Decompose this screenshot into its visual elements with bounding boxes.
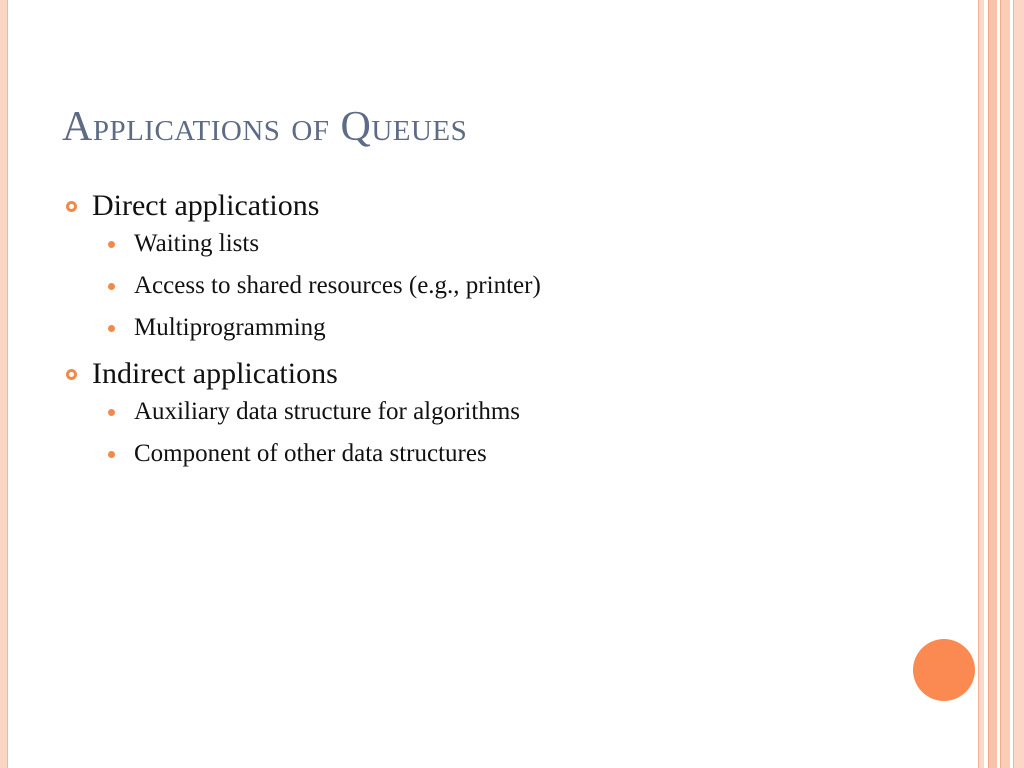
- level1-bullet-item: [64, 354, 944, 394]
- left-border-stripe: [0, 0, 8, 768]
- dot-bullet-icon: [108, 283, 115, 290]
- level1-bullet-text: Direct applications: [92, 189, 320, 222]
- slide-title: Applications of Queues: [62, 104, 468, 150]
- level2-bullet-item: [64, 270, 944, 302]
- sub-bullet-list: [64, 396, 944, 470]
- bullet-section-direct: [64, 186, 944, 344]
- level2-bullet-text: Multiprogramming: [134, 314, 326, 341]
- level2-bullet-item: [64, 312, 944, 344]
- ring-bullet-icon: [66, 201, 77, 212]
- level1-bullet-text: Indirect applications: [92, 357, 338, 390]
- level2-bullet-item: [64, 396, 944, 428]
- sub-bullet-list: [64, 228, 944, 344]
- dot-bullet-icon: [108, 325, 115, 332]
- decorative-circle: [913, 639, 975, 701]
- right-decor-stripe: [1000, 0, 1010, 768]
- right-decor-stripe: [988, 0, 997, 768]
- dot-bullet-icon: [108, 241, 115, 248]
- level2-bullet-text: Access to shared resources (e.g., printer): [134, 272, 541, 299]
- level2-bullet-text: Waiting lists: [134, 230, 260, 257]
- dot-bullet-icon: [108, 451, 115, 458]
- bullet-section-indirect: [64, 354, 944, 470]
- level1-bullet-item: [64, 186, 944, 226]
- level2-bullet-text: Auxiliary data structure for algorithms: [134, 398, 520, 425]
- level2-bullet-item: [64, 228, 944, 260]
- dot-bullet-icon: [108, 409, 115, 416]
- right-decor-stripe: [1013, 0, 1024, 768]
- slide-content: [64, 186, 944, 480]
- level2-bullet-item: [64, 438, 944, 470]
- level2-bullet-text: Component of other data structures: [134, 440, 487, 467]
- ring-bullet-icon: [66, 369, 77, 380]
